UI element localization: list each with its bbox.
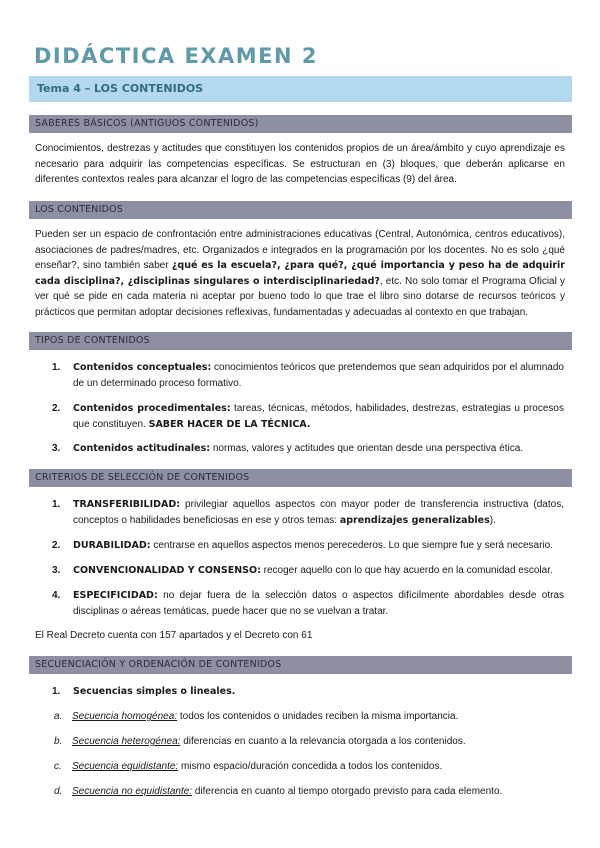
list-number: 3. (52, 565, 61, 576)
tipo-label: Contenidos conceptuales: (73, 362, 212, 373)
list-letter: a. (54, 711, 63, 722)
secuencia-text: todos los contenidos o unidades reciben la misma importancia. (177, 711, 459, 722)
secuencia-heading-label: Secuencias simples o lineales. (73, 686, 236, 697)
list-number: 1. (52, 362, 61, 373)
secuencia-item-equidistante (52, 759, 564, 774)
secuencia-item-no-equidistante (52, 784, 564, 799)
section-header-contenidos: LOS CONTENIDOS (29, 201, 572, 219)
tipo-item-procedimentales (52, 401, 564, 432)
secuencia-text: diferencias en cuanto a la relevancia otorgada a los contenidos. (180, 736, 466, 747)
list-number: 1. (52, 686, 61, 697)
section-header-criterios: CRITERIOS DE SELECCIÓN DE CONTENIDOS (29, 469, 572, 487)
tipo-item-conceptuales (52, 360, 564, 391)
contenidos-paragraph (35, 227, 565, 320)
list-letter: d. (54, 786, 63, 797)
tipo-label: Contenidos actitudinales: (73, 443, 211, 454)
secuencia-label: Secuencia homogénea: (72, 711, 178, 722)
list-number: 3. (52, 443, 61, 454)
secuencia-text: diferencia en cuanto al tiempo otorgado previsto para cada elemento. (192, 786, 503, 797)
secuencia-text: mismo espacio/duración concedida a todos los contenidos. (178, 761, 443, 772)
contenidos-bold-questions: ¿qué es la escuela?, ¿para qué?, ¿qué importancia y peso ha de adquirir cada disciplina?, ¿disciplinas singulares o interdisciplinariedad? (35, 260, 565, 287)
criterio-label: TRANSFERIBILIDAD: (73, 499, 181, 510)
criterio-item-durabilidad (52, 538, 564, 554)
tipo-text: tareas, técnicas, métodos, habilidades, destrezas, estrategias u procesos que constituyen. (73, 403, 564, 430)
criterio-text: no dejar fuera de la selección datos o aspectos difícilmente abordables desde otras disciplinas o aéreas temáticas, puede hacer que no se vuelvan a tratar. (73, 590, 564, 617)
tipo-text: conocimientos teóricos que pretendemos que sean adquiridos por el alumnado de un determinado proceso formativo. (73, 362, 564, 389)
document-title: DIDÁCTICA EXAMEN 2 (34, 44, 318, 68)
list-letter: b. (54, 736, 63, 747)
criterio-text: privilegiar aquellos aspectos con mayor poder de transferencia instructiva (datos, conceptos o habilidades beneficiosas en ese y otros temas: (73, 499, 564, 526)
criterio-label: DURABILIDAD: (73, 540, 151, 551)
section-header-secuenciacion: SECUENCIACIÓN Y ORDENACIÓN DE CONTENIDOS (29, 656, 572, 674)
contenidos-text-2: , etc. No solo tomar el Programa Oficial y ver qué se pide en cada materia ni aceptar por bueno todo lo que trae el libro sino dotarse de recursos teóricos y prácticos que permitan adoptar decisiones reflexivas, fundamentadas y adecuadas al contexto en que trabajan. (35, 275, 565, 318)
secuencia-heading (52, 684, 564, 700)
section-header-tipos: TIPOS DE CONTENIDOS (29, 332, 572, 350)
criterio-text: centrarse en aquellos aspectos menos perecederos. Lo que siempre fue y será necesario. (150, 540, 554, 551)
saberes-paragraph: Conocimientos, destrezas y actitudes que constituyen los contenidos propios de un área/ámbito y cuyo aprendizaje es necesario para adquirir las competencias específicas. Se estructuran en (3) bloques, que deberán aplicarse en diferentes contextos reales para alcanzar el logro de las competencias específicas (9) del área. (35, 143, 565, 185)
secuencia-label: Secuencia equidistante: (72, 761, 179, 772)
criterio-tail: ). (489, 514, 496, 526)
tipo-label: Contenidos procedimentales: (73, 403, 231, 414)
criterio-item-transferibilidad (52, 497, 564, 528)
secuencia-item-homogenea (52, 709, 564, 724)
criterio-emphasis: aprendizajes generalizables (339, 514, 490, 526)
topic-banner: Tema 4 – LOS CONTENIDOS (29, 76, 572, 102)
criterio-text: recoger aquello con lo que hay acuerdo en la comunidad escolar. (260, 565, 553, 576)
section-header-saberes: SABERES BÁSICOS (ANTIGUOS CONTENIDOS) (29, 115, 572, 133)
list-number: 2. (52, 403, 61, 414)
criterio-label: ESPECIFICIDAD: (73, 590, 158, 601)
list-number: 2. (52, 540, 61, 551)
list-number: 1. (52, 499, 61, 510)
tipo-emphasis: SABER HACER DE LA TÉCNICA. (148, 418, 311, 430)
contenidos-text-1: Pueden ser un espacio de confrontación entre administraciones educativas (Central, Autonómica, centros educativos), asociaciones de padres/madres, etc. Organizados e integrados en la programación por los docentes. No es solo ¿qué enseñar?, sino también saber (35, 229, 565, 271)
secuencia-item-heterogenea (52, 734, 564, 749)
list-number: 4. (52, 590, 61, 601)
list-letter: c. (54, 761, 62, 772)
tipo-text: normas, valores y actitudes que orientan desde una perspectiva ética. (210, 443, 524, 454)
tipo-item-actitudinales (52, 441, 564, 457)
criterio-label: CONVENCIONALIDAD Y CONSENSO: (73, 565, 261, 576)
criterio-item-convencionalidad (52, 563, 564, 579)
secuencia-label: Secuencia heterogénea: (72, 736, 181, 747)
secuencia-label: Secuencia no equidistante: (72, 786, 193, 797)
decreto-note: El Real Decreto cuenta con 157 apartados y el Decreto con 61 (35, 630, 313, 641)
criterio-item-especificidad (52, 588, 564, 619)
